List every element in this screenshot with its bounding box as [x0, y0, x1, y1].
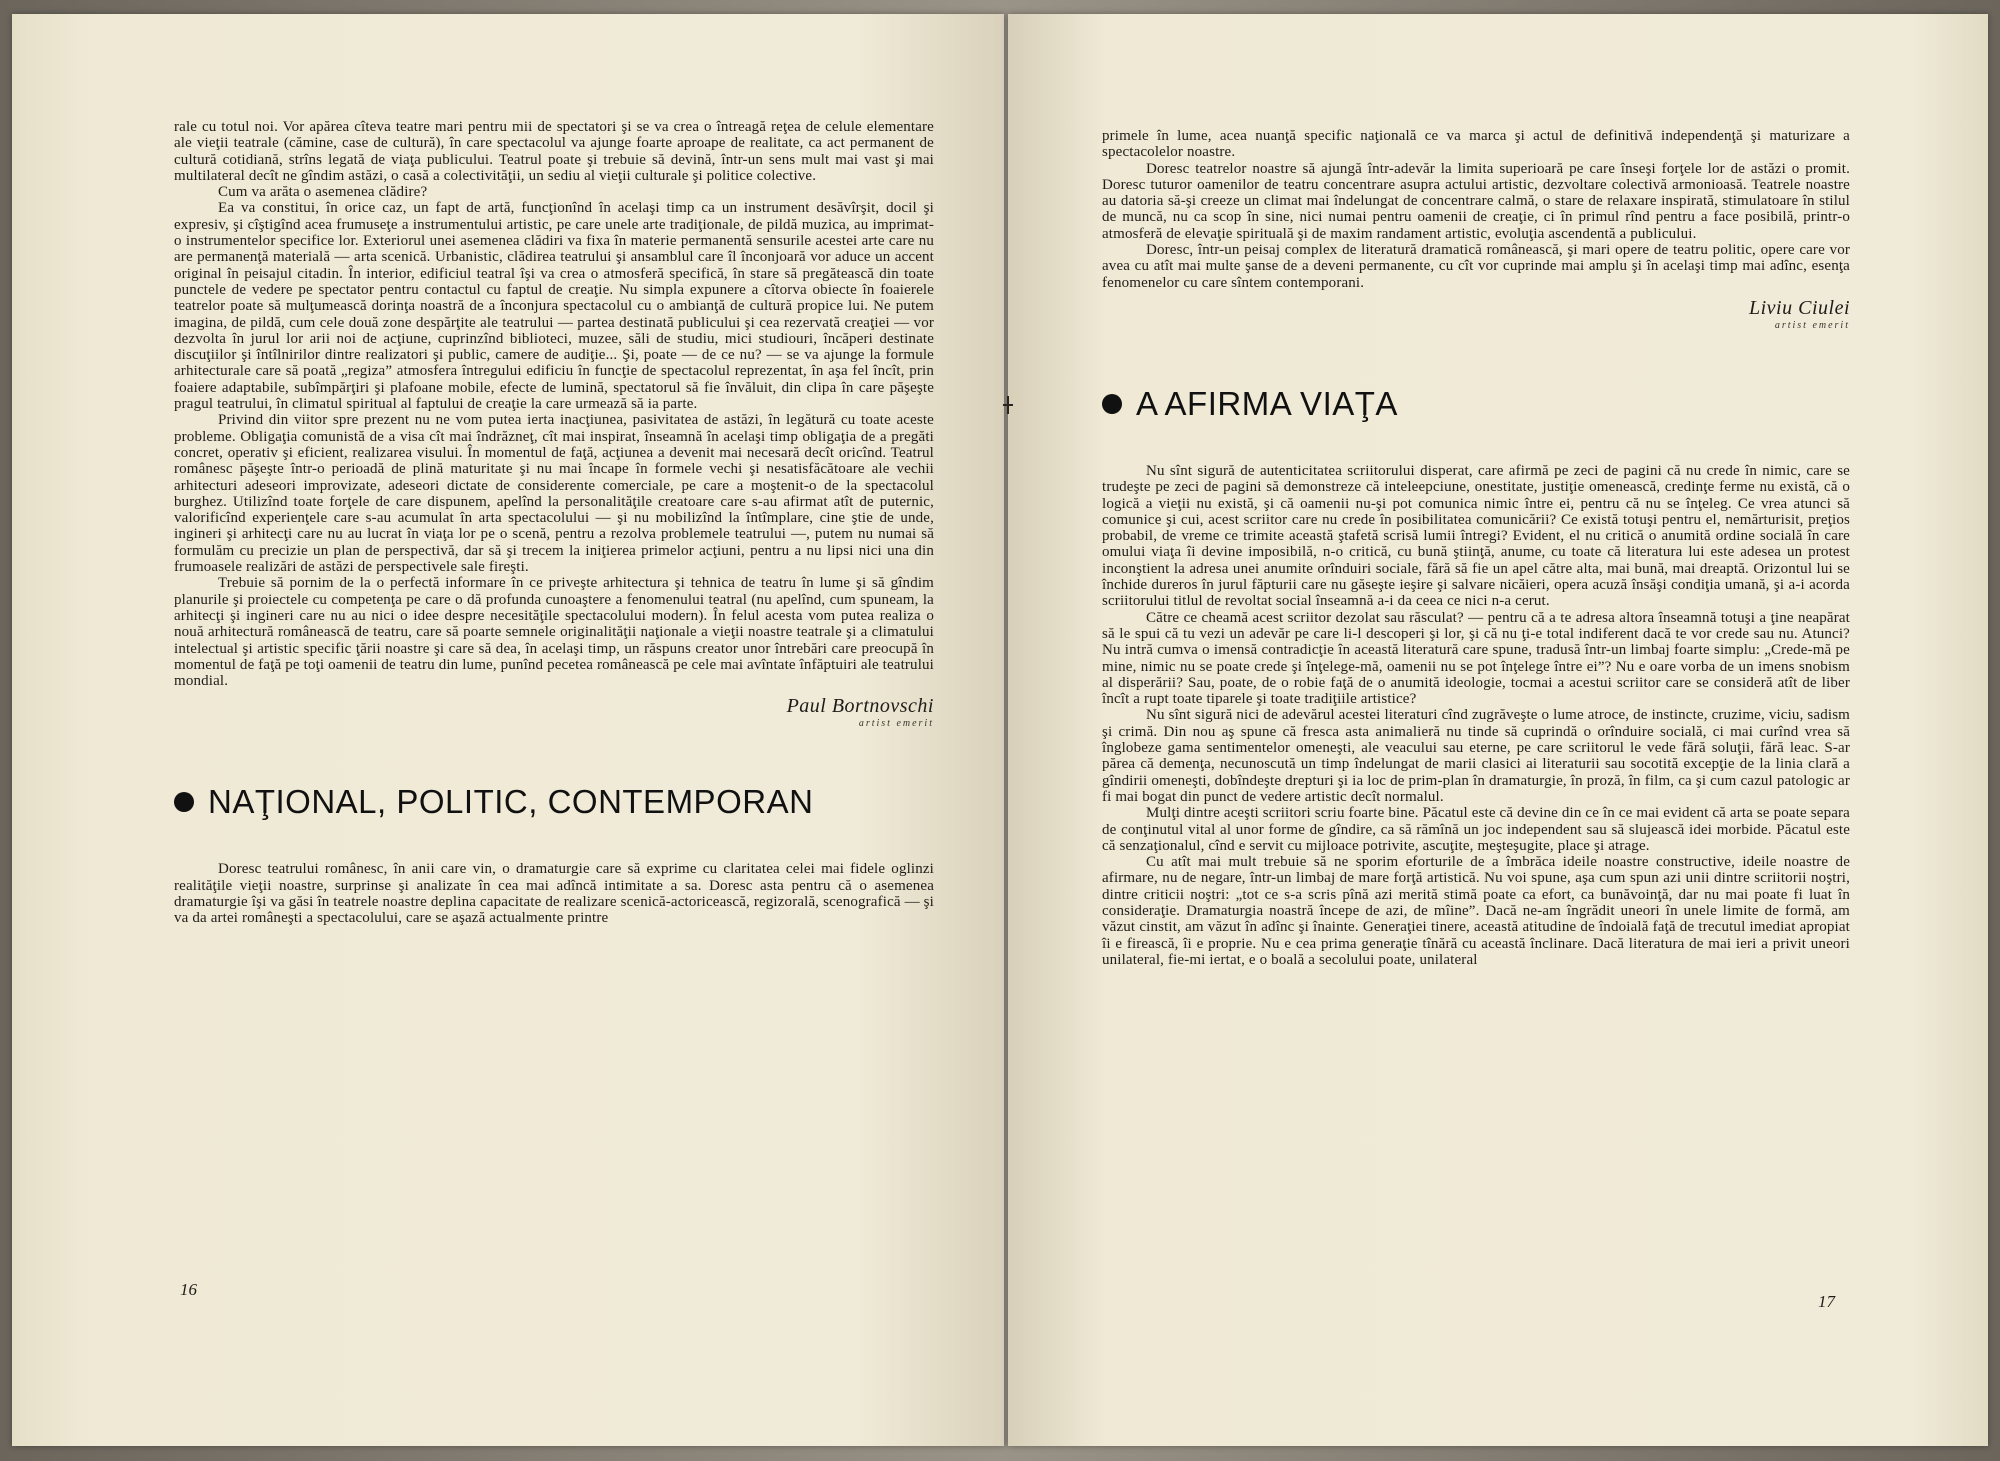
paragraph: Cum va arăta o asemenea clădire?	[218, 184, 428, 201]
paragraph: Trebuie să pornim de la o perfectă informare în ce priveşte arhitectura şi tehnica de teatru în lume şi să gîndim planurile şi proiectele cu competenţa pe care o dă profunda cunoaştere a fenomenului teatral (nu apelînd, cum spuneam, la arhitecţi şi ingineri care nu au nici o idee despre necesităţile spectacolului modern). În felul acesta vom putea realiza o nouă arhitectură românească de teatru, care să poarte semnele originalităţii naţionale a vieţii noastre teatrale şi a climatului intelectual şi artistic specific ţării noastre şi care să dea, în acelaşi timp, un răspuns creator unor întrebări care preocupă în momentul de faţă pe toţi oamenii de teatru din lume, punînd pecetea românească pe cele mai avîntate înfăptuiri ale teatrului mondial.	[174, 575, 934, 690]
paragraph: Către ce cheamă acest scriitor dezolat sau răsculat? — pentru că a te adresa altora înseamnă totuşi a ţine neapărat să le spui că tu vezi un adevăr pe care li-l descoperi şi lor, şi că nu ţi-e total indiferent dacă te vor crede sau nu. Atunci? Nu intră cumva o imensă contradicţie în această literatură care spune, tradusă într-un limbaj foarte simplu: „Crede-mă pe mine, nimic nu se poate crede şi înţelege-mă, oamenii nu se pot înţelege între ei”? Nu e oare vorba de un imens snobism al disperării? Sau, poate, de o robie faţă de o anumită ideologie, tocmai a acestui scriitor care se consideră atît de liber încît a rupt toate tiparele şi toate tradiţiile artistice?	[1102, 609, 1850, 708]
paragraph: Doresc, într-un peisaj complex de literatură dramatică românească, şi mari opere de teatru politic, opere care vor avea cu atît mai multe şanse de a deveni permanente, cu cît vor cuprinde mai amplu şi în acelaşi timp mai adînc, esenţa fenomenelor cu care sîntem contemporani.	[1102, 242, 1850, 291]
left-page	[12, 14, 1004, 1446]
bullet-icon	[174, 792, 194, 812]
paragraph: rale cu totul noi. Vor apărea cîteva teatre mari pentru mii de spectatori şi se va crea o întreagă reţea de celule elementare ale vieţii teatrale (cămine, case de cultură), în care spectacolul va ajunge foarte aproape de realitate, ca act permanent de cultură cotidiană, strîns legată de viaţa publicului. Teatrul poate şi trebuie să devină, într-un sens mult mai vast şi mai multilateral decît ne gîndim astăzi, o casă a colectivităţii, un sediu al vieţii culturale şi politice colective.	[174, 119, 934, 184]
binding-staple-icon	[1000, 396, 1016, 414]
paragraph: Doresc teatrului românesc, în anii care vin, o dramaturgie care să exprime cu claritatea celei mai fidele oglinzi realităţile vieţii noastre, surprinse şi analizate în cea mai adîncă intimitate a sa. Doresc asta pentru că o asemenea dramaturgie îşi va găsi în teatrele noastre deplina capacitate de realizare scenică-actoricească, regizorală, scenografică — şi va da artei româneşti a spectacolului, care se aşază actualmente printre	[174, 861, 934, 927]
section-heading	[174, 783, 934, 821]
paragraph: Doresc teatrelor noastre să ajungă într-adevăr la limita superioară pe care înseşi forţele lor de astăzi o promit. Doresc tuturor oamenilor de teatru concentrare asupra actului artistic, dezvoltare colectivă armonioasă. Teatrele noastre au datoria să-şi creeze un climat mai îndelungat de concentrare calmă, o stare de relaxare inspirată, stimulatoare în stilul de muncă, nu ca scop în sine, nici numai pentru oamenii de creaţie, ci în primul rînd pentru a face posibilă, printr-o atmosferă de elevaţie spirituală şi de maxim randament artistic, evoluţia ascendentă a publicului.	[1102, 160, 1850, 242]
paragraph: primele în lume, acea nuanţă specific naţională ce va marca şi actul de definitivă independenţă şi maturizare a spectacolelor noastre.	[1102, 128, 1850, 161]
right-page	[1008, 14, 1988, 1446]
left-column	[174, 119, 934, 927]
author-signature: Liviu Ciulei	[1749, 296, 1850, 319]
section-heading	[1102, 385, 1850, 423]
paragraph: Nu sînt sigură de autenticitatea scriitorului disperat, care afirmă pe zeci de pagini că nu crede în nimic, care se trudeşte pe zeci de pagini să demonstreze că inteleepciune, onestitate, justiţie omenească, credinţe ferme nu există, că o logică a vieţii nu există, şi că oamenii nu-şi pot comunica nimic între ei, pentru că nu se înţeleg. Ce vrea atunci să comunice şi cui, acest scriitor care nu crede în posibilitatea comunicării? Ce există totuşi pentru el, nemărturisit, preţios probabil, de vreme ce trimite această ştafetă scrisă lumii întregi? Evident, el nu critică o anumită ordine socială în care omului viaţa îi devine imposibilă, n-o critică, cu bună ştiinţă, anume, cu toate că literatura lui este adesea un protest inconştient la adresa unei anumite orînduiri sociale, fără să fie un apel către alta, mai bună, mai dreaptă. Orizontul lui se închide dureros în jurul făpturii care nu găseşte ieşire şi salvare nicăieri, opera acuză însăşi condiţia umană, şi a-i acorda scriitorului titlul de revoltat social înseamnă a-i da ceea ce nici n-a cerut.	[1102, 462, 1850, 610]
bullet-icon	[1102, 394, 1122, 414]
section-heading-text: A AFIRMA VIAŢA	[1136, 384, 1398, 422]
author-role: artist emerit	[858, 718, 934, 730]
author-role: artist emerit	[1774, 319, 1850, 331]
paragraph: Ea va constitui, în orice caz, un fapt de artă, funcţionînd în acelaşi timp ca un instrument desăvîrşit, docil şi expresiv, şi cîştigînd acea frumuseţe a instrumentului artistic, pe care unele arte tradiţionale, de pildă muzica, au imprimat-o instrumentelor specifice lor. Exteriorul unei asemenea clădiri va fixa în materie permanentă sensurile acestei arte care nu are permanenţă materială — arta scenică. Urbanistic, clădirea teatrului şi ansamblul care îl înconjoară vor aduce un accent original în peisajul citadin. În interior, edificiul teatral îşi va crea o atmosferă specifică, în stare să pregătească din toate punctele de vedere pe spectator pentru contactul cu faptul de creaţie. Nu simpla expunere a cîtorva obiecte în foaierele teatrelor poate să mulţumească dorinţa noastră de a înconjura spectacolul cu o ambianţă de cultură propice lui. Ne putem imagina, de pildă, cum cele două zone despărţite ale teatrului — partea destinată publicului şi cea rezervată creaţiei — vor dezvolta în jurul lor arii noi de acţiune, cuprinzînd biblioteci, muzee, săli de studiu, mici studiouri, încăperi destinate discuţiilor şi întîlnirilor dintre realizatori şi public, camere de audiţie... Şi, poate — de ce nu? — se va ajunge la formule arhitecturale care să poată „regiza” atmosfera întregului edificiu în funcţie de spectacolul reprezentat, în aşa fel încît, prin foaiere adaptabile, subîmpărţiri şi plafoane mobile, efecte de lumină, spectatorul să fie învăluit, din clipa în care păşeşte pragul teatrului, în climatul spiritual al faptului de creaţie la care urmează să ia parte.	[174, 200, 934, 413]
page-number: 17	[1818, 1292, 1835, 1311]
author-signature: Paul Bortnovschi	[786, 695, 934, 718]
right-column	[1102, 128, 1850, 968]
paragraph: Cu atît mai mult trebuie să ne sporim eforturile de a îmbrăca ideile noastre constructive, ideile noastre de afirmare, nu de negare, într-un limbaj de mare forţă artistică. Nu voi spune, aşa cum spun azi unii dintre scriitorii noştri, dintre criticii noştri: „tot ce s-a scris pînă azi merită stimă poate ca efort, ca bunăvoinţă, dar nu mai poate fi luat în consideraţie. Dramaturgia noastră începe de azi, de mîine”. Dacă ne-am îngrădit uneori în unele limite de formă, am văzut cinstit, am văzut în adînc şi înainte. Generaţiei tinere, această atitudine de îndoială faţă de trecutul imediat apropiat îi e firească, îi e proprie. Nu e cea prima generaţie tînără cu această înclinare. Dacă literatura de mai ieri a privit uneori unilateral, fie-mi iertat, e o boală a secolului poate, unilateral	[1102, 854, 1850, 968]
section-heading-text: NAŢIONAL, POLITIC, CONTEMPORAN	[208, 783, 814, 821]
paragraph: Mulţi dintre aceşti scriitori scriu foarte bine. Păcatul este că devine din ce în ce mai evident că arta se poate separa de conţinutul vital al unor forme de gîndire, ca să rămînă un joc independent sau să slujească idei morbide. Păcatul este că senzaţionalul, cînd e servit cu mijloace potrivite, ascuţite, meşteşugite, place şi atrage.	[1102, 805, 1850, 854]
page-number: 16	[180, 1280, 197, 1299]
paragraph: Privind din viitor spre prezent nu ne vom putea ierta inacţiunea, pasivitatea de astăzi, în legătură cu toate aceste probleme. Obligaţia comunistă de a visa cît mai îndrăzneţ, cît mai inspirat, înseamnă în acelaşi timp obligaţia de a pregăti concret, operativ şi eficient, realizarea visului. În momentul de faţă, acţiunea a devenit mai necesară decît oricînd. Teatrul românesc păşeşte într-o perioadă de plină maturitate şi nu mai încape în formele vechi şi nesatisfăcătoare ale vechii arhitecturi adeseori improvizate, adeseori dictate de considerente comerciale, pe care a moştenit-o de la spectacolul burghez. Utilizînd toate forţele de care dispunem, apelînd la personalităţile creatoare care s-au afirmat atît de puternic, valorificînd experienţele care s-au acumulat în arta spectacolului — şi nu mobilizînd la întîmplare, cine ştie de unde, ingineri şi arhitecţi care nu au lucrat în viaţa lor pe o scenă, pentru a rezolva problemele teatrului —, putem nu numai să formulăm cu precizie un plan de perspectivă, dar să şi trecem la iniţierea primelor acţiuni, pentru a nu lipsi nici una din frumoasele realizări de astăzi de perspectivele sale fireşti.	[174, 412, 934, 576]
paragraph: Nu sînt sigură nici de adevărul acestei literaturi cînd zugrăveşte o lume atroce, de instincte, cruzime, viciu, sadism şi crimă. Din nou aş spune că fresca asta animalieră nu tinde să cuprindă o orînduire socială, ci mai curînd vrea să înglobeze gama sentimentelor omeneşti, ale veacului sau eterne, pe care scriitorul le vede fără soluţii, fără leac. S-ar părea că demenţa, necunoscută un timp îndelungat de marii clasici ai literaturii sau socotită excepţie de la linia clară a gîndirii omeneşti, dobîndeşte drepturi şi ia loc de prim-plan în dramaturgie, în proză, în film, ca şi cum cazul patologic ar fi mai bogat din punct de vedere artistic decît normalul.	[1102, 707, 1850, 805]
